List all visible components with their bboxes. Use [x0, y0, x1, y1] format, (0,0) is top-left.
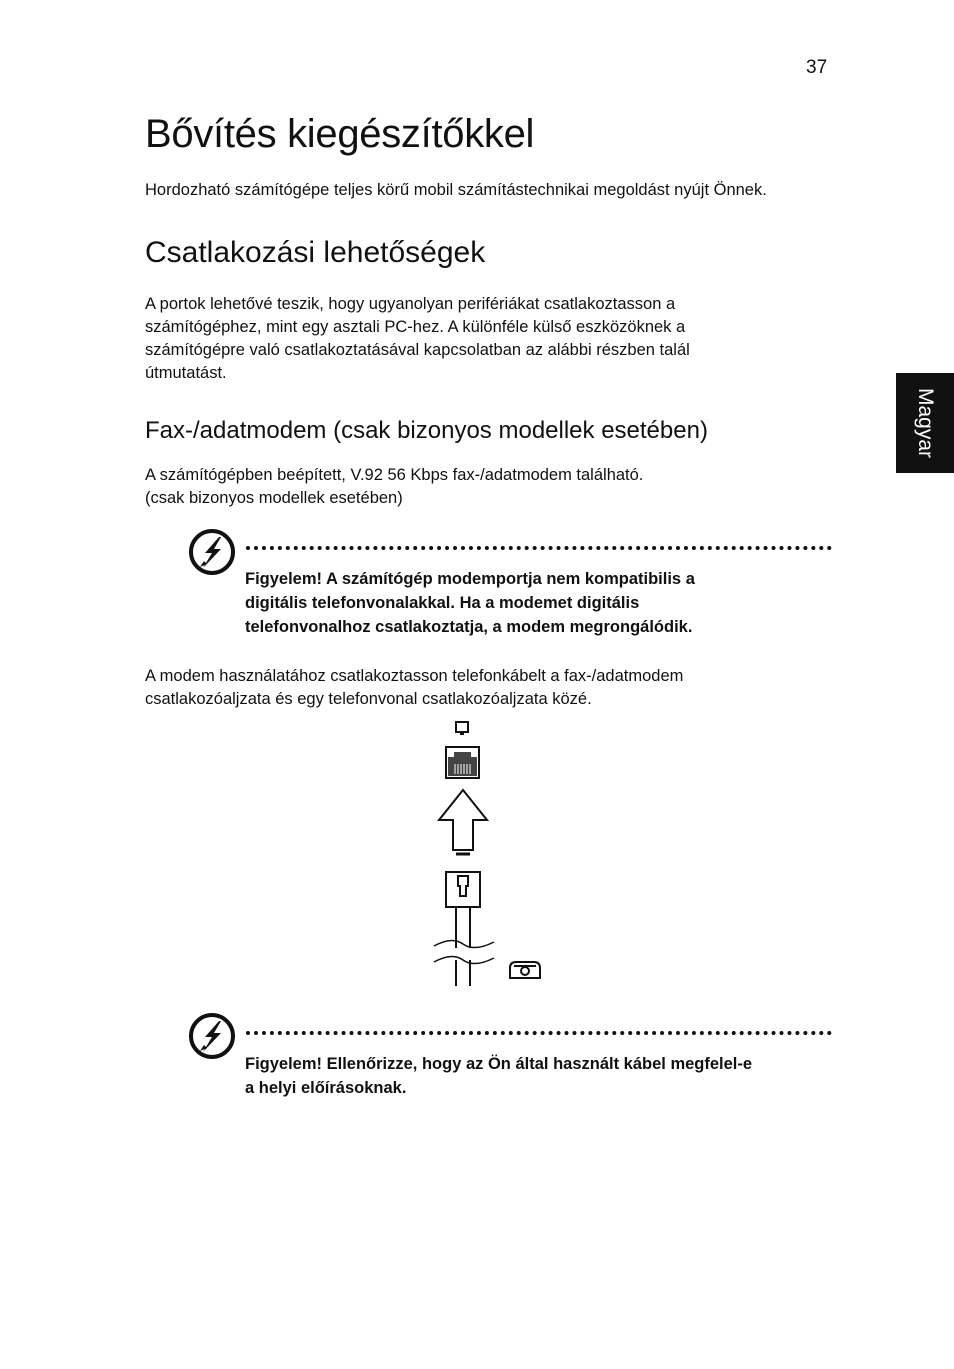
- modem-connection-diagram: [420, 716, 550, 992]
- cable-break-icon: [434, 940, 494, 986]
- section-heading: Csatlakozási lehetőségek: [145, 236, 486, 269]
- rj11-plug-icon: [446, 872, 480, 948]
- modem-port-icon: [456, 722, 468, 735]
- warning-text: [245, 567, 825, 639]
- section-paragraph: [145, 293, 845, 385]
- text-line: A számítógépben beépített, V.92 56 Kbps fax-/adatmodem található.: [145, 466, 644, 484]
- subsection-paragraph: [145, 464, 845, 510]
- telephone-icon: [510, 962, 540, 978]
- text-line: csatlakozóaljzata és egy telefonvonal csatlakozóaljzata közé.: [145, 690, 592, 708]
- lightning-warning-icon: [188, 1012, 236, 1060]
- text-line: útmutatást.: [145, 364, 227, 382]
- text-line: Figyelem! Ellenőrizze, hogy az Ön által használt kábel megfelel-e: [245, 1055, 753, 1073]
- intro-text: Hordozható számítógépe teljes körű mobil számítástechnikai megoldást nyújt Önnek.: [145, 181, 767, 199]
- text-line: (csak bizonyos modellek esetében): [145, 489, 403, 507]
- up-arrow-icon: [439, 790, 487, 854]
- page-title: Bővítés kiegészítőkkel: [145, 112, 535, 156]
- page-number: 37: [806, 57, 828, 78]
- text-line: a helyi előírásoknak.: [245, 1079, 407, 1097]
- text-line: Figyelem! A számítógép modemportja nem kompatibilis a: [245, 570, 695, 588]
- language-tab: [896, 373, 954, 473]
- rj11-jack-icon: [446, 747, 479, 778]
- warning-divider: [246, 1031, 832, 1035]
- language-tab-label: Magyar: [914, 387, 937, 459]
- subsection-heading: Fax-/adatmodem (csak bizonyos modellek esetében): [145, 417, 708, 444]
- text-line: számítógépre való csatlakoztatásával kapcsolatban az alábbi részben talál: [145, 341, 690, 359]
- text-line: számítógéphez, mint egy asztali PC-hez. A különféle külső eszközöknek a: [145, 318, 686, 336]
- text-line: digitális telefonvonalakkal. Ha a modemet digitális: [245, 594, 640, 612]
- lightning-warning-icon: [188, 528, 236, 576]
- text-line: telefonvonalhoz csatlakoztatja, a modem megrongálódik.: [245, 618, 693, 636]
- text-line: A modem használatához csatlakoztasson telefonkábelt a fax-/adatmodem: [145, 667, 684, 685]
- warning-text: [245, 1052, 825, 1100]
- usage-paragraph: [145, 665, 845, 711]
- warning-divider: [246, 546, 832, 550]
- text-line: A portok lehetővé teszik, hogy ugyanolyan perifériákat csatlakoztasson a: [145, 295, 676, 313]
